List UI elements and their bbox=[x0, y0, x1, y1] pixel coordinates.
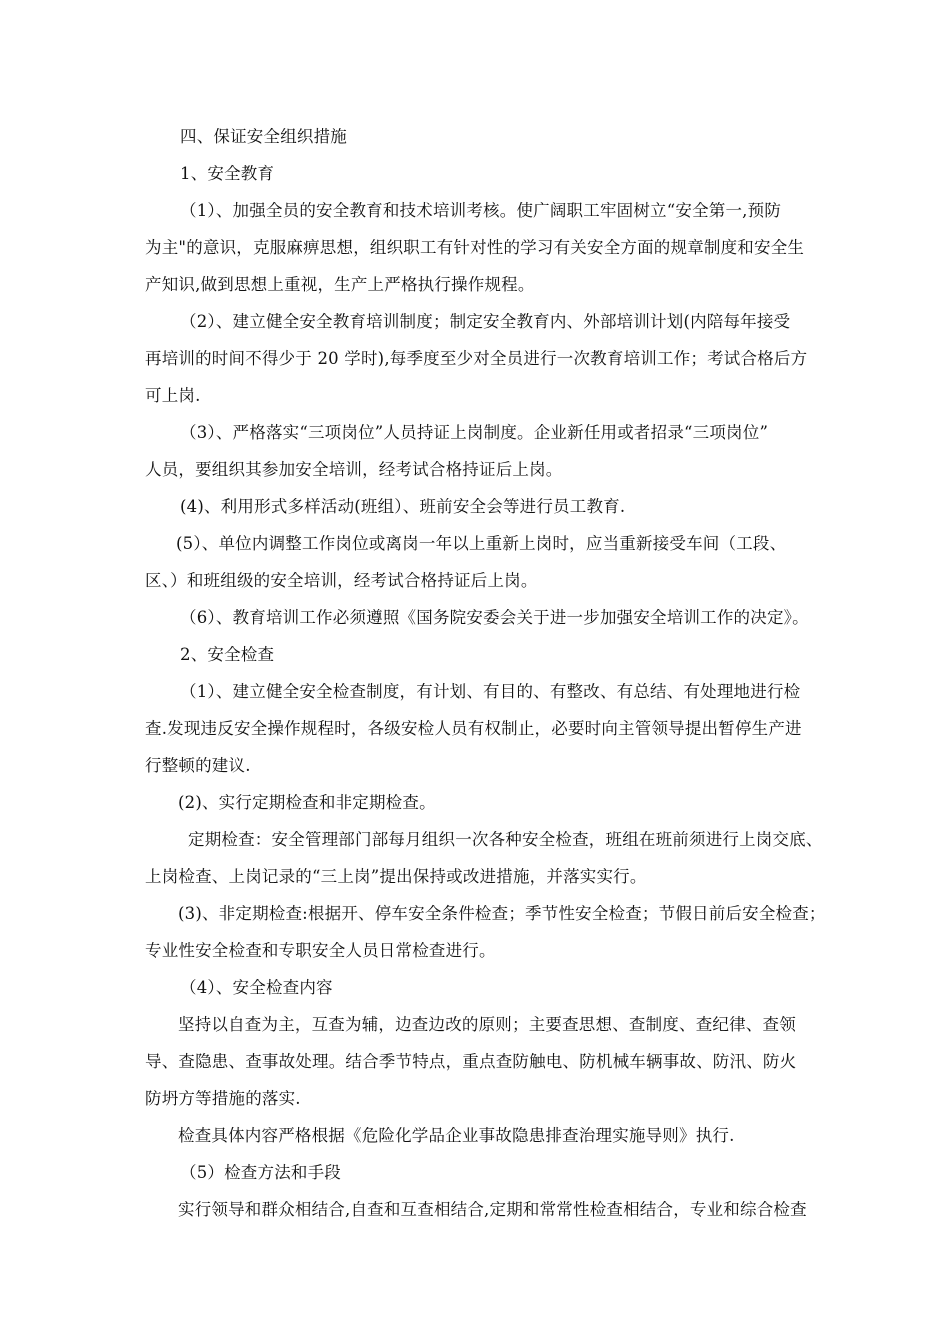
paragraph-line: 为主"的意识，克服麻痹思想，组织职工有针对性的学习有关安全方面的规章制度和安全生 bbox=[145, 238, 805, 257]
paragraph-line: 检查具体内容严格根据《危险化学品企业事故隐患排查治理实施导则》执行. bbox=[178, 1126, 735, 1145]
paragraph-line: (2)、实行定期检查和非定期检查。 bbox=[178, 793, 436, 812]
section-heading: 四、保证安全组织措施 bbox=[180, 127, 347, 146]
subsection-heading: （5）检查方法和手段 bbox=[180, 1163, 341, 1182]
paragraph-line: (4)、利用形式多样活动(班组）、班前安全会等进行员工教育. bbox=[180, 497, 626, 516]
paragraph-line: 导、查隐患、查事故处理。结合季节特点，重点查防触电、防机械车辆事故、防汛、防火 bbox=[145, 1052, 797, 1071]
paragraph-line: （3）、严格落实“三项岗位”人员持证上岗制度。企业新任用或者招录“三项岗位” bbox=[180, 423, 769, 442]
paragraph-line: (3)、非定期检查:根据开、停车安全条件检查；季节性安全检查；节假日前后安全检查； bbox=[178, 904, 826, 923]
paragraph-line: 专业性安全检查和专职安全人员日常检查进行。 bbox=[145, 941, 496, 960]
paragraph-line: 人员，要组织其参加安全培训，经考试合格持证后上岗。 bbox=[145, 460, 563, 479]
paragraph-line: （1）、建立健全安全检查制度，有计划、有目的、有整改、有总结、有处理地进行检 bbox=[180, 682, 801, 701]
paragraph-line: （1）、加强全员的安全教育和技术培训考核。使广阔职工牢固树立“安全第一,预防 bbox=[180, 201, 782, 220]
paragraph-line: 防坍方等措施的落实. bbox=[145, 1089, 301, 1108]
paragraph-line: 区、）和班组级的安全培训，经考试合格持证后上岗。 bbox=[145, 571, 538, 590]
paragraph-line: (5）、单位内调整工作岗位或离岗一年以上重新上岗时，应当重新接受车间（工段、 bbox=[176, 534, 787, 553]
paragraph-line: （2）、建立健全安全教育培训制度；制定安全教育内、外部培训计划(内陪每年接受 bbox=[180, 312, 791, 331]
paragraph-line: （6）、教育培训工作必须遵照《国务院安委会关于进一步加强安全培训工作的决定》。 bbox=[180, 608, 809, 627]
paragraph-line: 实行领导和群众相结合,自查和互查相结合,定期和常常性检查相结合，专业和综合检查 bbox=[178, 1200, 807, 1219]
paragraph-line: 产知识,做到思想上重视，生产上严格执行操作规程。 bbox=[145, 275, 535, 294]
paragraph-line: 再培训的时间不得少于 20 学时),每季度至少对全员进行一次教育培训工作；考试合格后方 bbox=[145, 349, 808, 368]
paragraph-line: 定期检查：安全管理部门部每月组织一次各种安全检查，班组在班前须进行上岗交底、 bbox=[188, 830, 823, 849]
paragraph-line: 坚持以自查为主，互查为辅，边查边改的原则；主要查思想、查制度、查纪律、查领 bbox=[178, 1015, 796, 1034]
subsection-heading: 1、安全教育 bbox=[180, 164, 275, 183]
subsection-heading: 2、安全检查 bbox=[180, 645, 275, 664]
paragraph-line: 查.发现违反安全操作规程时，各级安检人员有权制止，必要时向主管领导提出暂停生产进 bbox=[145, 719, 802, 738]
paragraph-line: 可上岗. bbox=[145, 386, 201, 405]
paragraph-line: 行整顿的建议. bbox=[145, 756, 251, 775]
paragraph-line: 上岗检查、上岗记录的“三上岗”提出保持或改进措施，并落实实行。 bbox=[145, 867, 647, 886]
subsection-heading: （4）、安全检查内容 bbox=[180, 978, 333, 997]
